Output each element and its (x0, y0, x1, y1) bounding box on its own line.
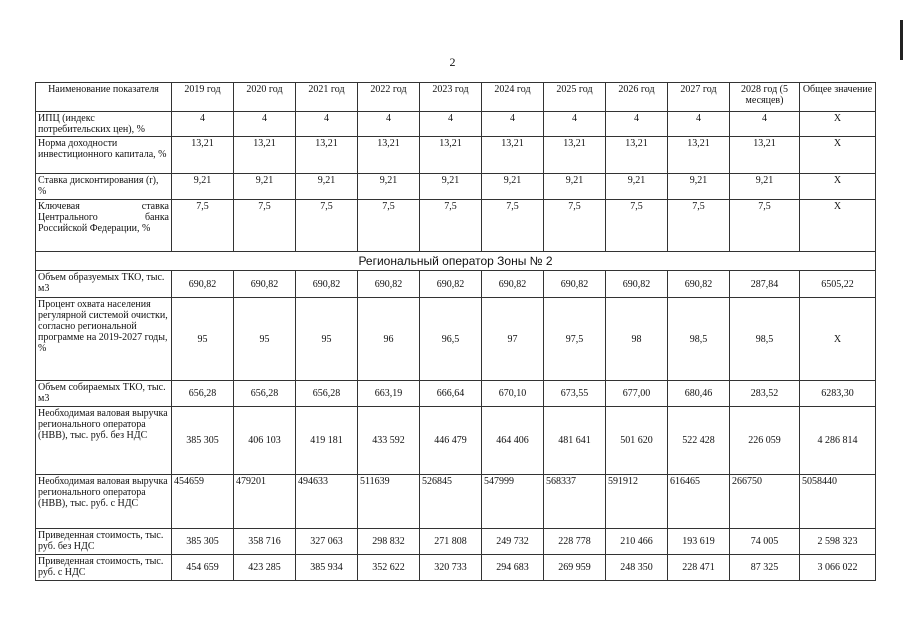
table-cell: 7,5 (730, 200, 800, 252)
table-cell: 3 066 022 (800, 555, 876, 581)
table-cell: 406 103 (234, 407, 296, 475)
table-cell: 4 (420, 112, 482, 137)
table-cell: 4 (606, 112, 668, 137)
table-cell: 13,21 (172, 137, 234, 174)
table-cell: 385 934 (296, 555, 358, 581)
table-cell: 74 005 (730, 529, 800, 555)
table-cell: 673,55 (544, 381, 606, 407)
table-cell: 96,5 (420, 298, 482, 381)
table-cell: 95 (172, 298, 234, 381)
table-cell: 522 428 (668, 407, 730, 475)
table-cell: 7,5 (606, 200, 668, 252)
table-cell: 352 622 (358, 555, 420, 581)
table-cell: 7,5 (358, 200, 420, 252)
table-cell: 690,82 (544, 271, 606, 298)
table-cell: 13,21 (606, 137, 668, 174)
header-cell: 2019 год (172, 83, 234, 112)
row-label: Объем образуемых ТКО, тыс. м3 (36, 271, 172, 298)
table-cell: 4 (358, 112, 420, 137)
table-cell: 9,21 (234, 174, 296, 200)
table-row (36, 271, 876, 298)
section-title: Региональный оператор Зоны № 2 (36, 252, 876, 271)
section-row (36, 252, 876, 271)
table-cell: 7,5 (420, 200, 482, 252)
table-row (36, 298, 876, 381)
header-cell: 2022 год (358, 83, 420, 112)
table-cell: 98,5 (668, 298, 730, 381)
table-cell: 568337 (544, 475, 606, 529)
table-cell: 13,21 (420, 137, 482, 174)
table-cell: 320 733 (420, 555, 482, 581)
table-cell: 298 832 (358, 529, 420, 555)
table-cell: 9,21 (730, 174, 800, 200)
table-cell: 294 683 (482, 555, 544, 581)
table-cell: 193 619 (668, 529, 730, 555)
table-cell: 656,28 (234, 381, 296, 407)
row-label: Ключевая ставка Центрального банка Российской Федерации, % (36, 200, 172, 252)
table-cell: 4 (482, 112, 544, 137)
table-cell: 454 659 (172, 555, 234, 581)
table-row (36, 381, 876, 407)
table-cell: 13,21 (730, 137, 800, 174)
table-cell: 210 466 (606, 529, 668, 555)
header-cell: 2028 год (5 месяцев) (730, 83, 800, 112)
table-cell: 4 (668, 112, 730, 137)
table-cell: 419 181 (296, 407, 358, 475)
table-cell: 7,5 (172, 200, 234, 252)
header-cell: 2027 год (668, 83, 730, 112)
table-cell: 433 592 (358, 407, 420, 475)
table-cell: Х (800, 200, 876, 252)
table-cell: 271 808 (420, 529, 482, 555)
table-cell: 677,00 (606, 381, 668, 407)
table-cell: 283,52 (730, 381, 800, 407)
table-cell: 13,21 (668, 137, 730, 174)
table-cell: 4 (234, 112, 296, 137)
row-label: Приведенная стоимость, тыс. руб. с НДС (36, 555, 172, 581)
row-label: Норма доходности инвестиционного капитала, % (36, 137, 172, 174)
table-row (36, 475, 876, 529)
page-number: 2 (449, 55, 456, 69)
table-cell: 358 716 (234, 529, 296, 555)
table-cell: 87 325 (730, 555, 800, 581)
table-cell: 9,21 (172, 174, 234, 200)
table-row (36, 407, 876, 475)
table-cell: 13,21 (234, 137, 296, 174)
table-cell: 98 (606, 298, 668, 381)
header-cell: Общее значение (800, 83, 876, 112)
table-cell: 690,82 (296, 271, 358, 298)
table-cell: 266750 (730, 475, 800, 529)
table-cell: 13,21 (544, 137, 606, 174)
table-cell: 690,82 (172, 271, 234, 298)
table-cell: 5058440 (800, 475, 876, 529)
table-row (36, 529, 876, 555)
table-cell: 9,21 (358, 174, 420, 200)
table-cell: 526845 (420, 475, 482, 529)
table-cell: 327 063 (296, 529, 358, 555)
header-cell: 2021 год (296, 83, 358, 112)
header-cell: 2025 год (544, 83, 606, 112)
table-cell: 97 (482, 298, 544, 381)
table-cell: 228 471 (668, 555, 730, 581)
table-cell: 2 598 323 (800, 529, 876, 555)
table-cell: 494633 (296, 475, 358, 529)
table-cell: 248 350 (606, 555, 668, 581)
table-cell: 690,82 (606, 271, 668, 298)
table-cell: 446 479 (420, 407, 482, 475)
table-cell: 95 (234, 298, 296, 381)
table-cell: Х (800, 174, 876, 200)
table-cell: 4 (172, 112, 234, 137)
table-cell: 249 732 (482, 529, 544, 555)
table-cell: 9,21 (606, 174, 668, 200)
header-cell: 2026 год (606, 83, 668, 112)
table-cell: 269 959 (544, 555, 606, 581)
table-cell: 4 (544, 112, 606, 137)
table-cell: 9,21 (420, 174, 482, 200)
table-row (36, 137, 876, 174)
table-cell: 287,84 (730, 271, 800, 298)
header-cell: 2020 год (234, 83, 296, 112)
table-cell: 690,82 (358, 271, 420, 298)
table-cell: 479201 (234, 475, 296, 529)
table-cell: 97,5 (544, 298, 606, 381)
table-cell: 13,21 (296, 137, 358, 174)
table-cell: 9,21 (482, 174, 544, 200)
table-cell: Х (800, 137, 876, 174)
table-cell: 9,21 (296, 174, 358, 200)
table-cell: 690,82 (668, 271, 730, 298)
table-cell: 690,82 (420, 271, 482, 298)
table-cell: 7,5 (544, 200, 606, 252)
row-label: Необходимая валовая выручка регионального оператора (НВВ), тыс. руб. с НДС (36, 475, 172, 529)
table-cell: 670,10 (482, 381, 544, 407)
table-cell: 385 305 (172, 529, 234, 555)
scan-edge-mark (900, 20, 903, 60)
data-table (35, 82, 876, 581)
table-cell: 454659 (172, 475, 234, 529)
table-header-row (36, 83, 876, 112)
table-cell: 9,21 (668, 174, 730, 200)
table-row (36, 174, 876, 200)
table-cell: 4 (296, 112, 358, 137)
row-label: Приведенная стоимость, тыс. руб. без НДС (36, 529, 172, 555)
table-cell: 226 059 (730, 407, 800, 475)
table-cell: 680,46 (668, 381, 730, 407)
header-cell: 2024 год (482, 83, 544, 112)
table-cell: 656,28 (296, 381, 358, 407)
table-cell: 13,21 (482, 137, 544, 174)
row-label: Объем собираемых ТКО, тыс. м3 (36, 381, 172, 407)
table-cell: 547999 (482, 475, 544, 529)
table-row (36, 200, 876, 252)
table-cell: 4 (730, 112, 800, 137)
table-cell: 591912 (606, 475, 668, 529)
header-cell: 2023 год (420, 83, 482, 112)
table-cell: 501 620 (606, 407, 668, 475)
table-cell: Х (800, 298, 876, 381)
table-cell: 7,5 (668, 200, 730, 252)
row-label: Процент охвата населения регулярной системой очистки, согласно региональной программе на 2019-2027 годы, % (36, 298, 172, 381)
table-cell: 7,5 (482, 200, 544, 252)
table-cell: 6283,30 (800, 381, 876, 407)
row-label: Необходимая валовая выручка регионального оператора (НВВ), тыс. руб. без НДС (36, 407, 172, 475)
table-cell: 663,19 (358, 381, 420, 407)
table-cell: 96 (358, 298, 420, 381)
table-cell: 95 (296, 298, 358, 381)
table-cell: 690,82 (482, 271, 544, 298)
table-cell: 423 285 (234, 555, 296, 581)
table-cell: 690,82 (234, 271, 296, 298)
table-cell: 385 305 (172, 407, 234, 475)
table-cell: 511639 (358, 475, 420, 529)
row-label: ИПЦ (индекс потребительских цен), % (36, 112, 172, 137)
table-cell: 656,28 (172, 381, 234, 407)
table-row (36, 555, 876, 581)
table-cell: 616465 (668, 475, 730, 529)
table-cell: 7,5 (234, 200, 296, 252)
table-cell: Х (800, 112, 876, 137)
table-cell: 4 286 814 (800, 407, 876, 475)
table-cell: 228 778 (544, 529, 606, 555)
table-cell: 7,5 (296, 200, 358, 252)
table-cell: 98,5 (730, 298, 800, 381)
table-row (36, 112, 876, 137)
table-cell: 464 406 (482, 407, 544, 475)
row-label: Ставка дисконтирования (r), % (36, 174, 172, 200)
table-cell: 9,21 (544, 174, 606, 200)
table-cell: 6505,22 (800, 271, 876, 298)
table-cell: 481 641 (544, 407, 606, 475)
table-cell: 666,64 (420, 381, 482, 407)
table-cell: 13,21 (358, 137, 420, 174)
header-cell: Наименование показателя (36, 83, 172, 112)
